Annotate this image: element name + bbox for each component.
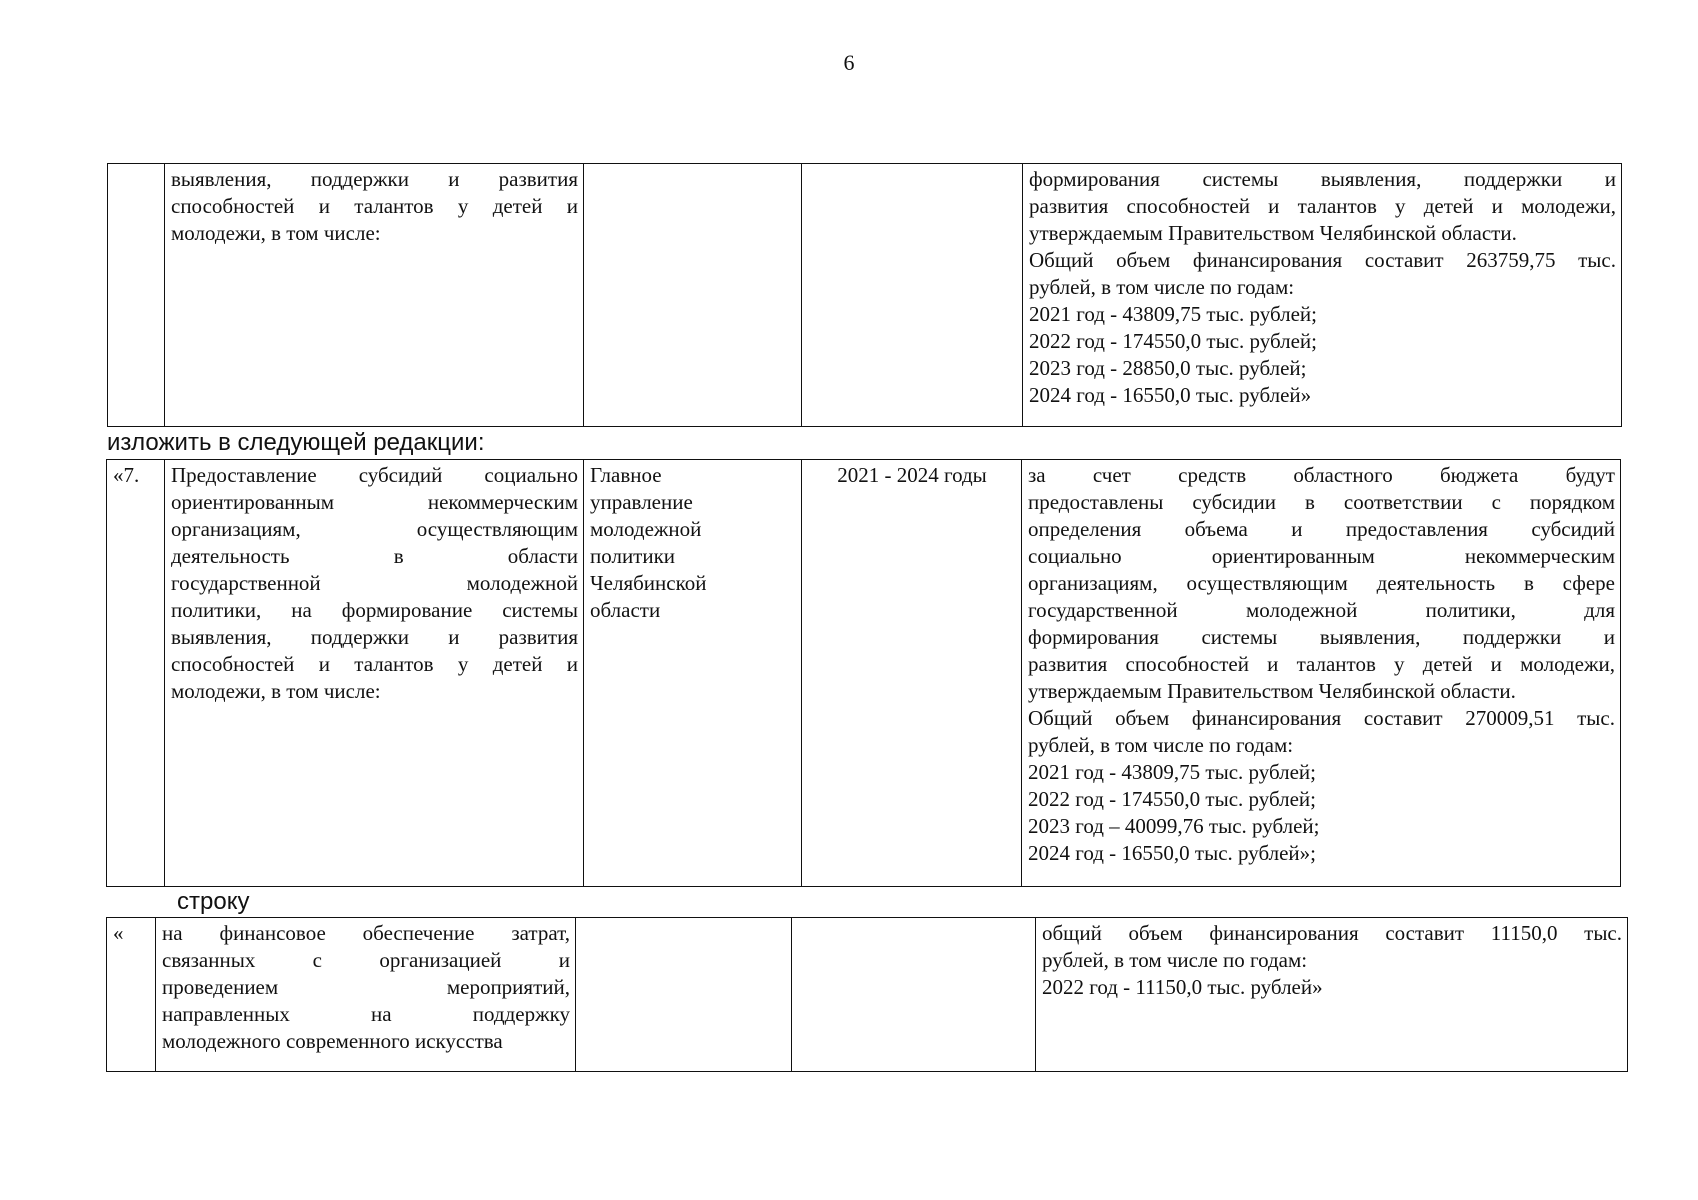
notes-line: формирования системы выявления, поддержки и — [1029, 167, 1616, 191]
page-number: 6 — [843, 50, 855, 75]
description-line: выявления, поддержки и развития — [171, 167, 578, 191]
notes-line: утверждаемым Правительством Челябинской области. — [1029, 221, 1517, 245]
table-added-row — [106, 917, 1628, 1072]
description-line: связанных с организацией и — [162, 948, 570, 972]
notes-line: общий объем финансирования составит 11150,0 тыс. — [1042, 921, 1622, 945]
description-line: ориентированным некоммерческим — [171, 490, 578, 514]
notes-line: 2022 год - 174550,0 тыс. рублей; — [1029, 329, 1318, 353]
notes-cell — [1036, 918, 1628, 1072]
description-line: на финансовое обеспечение затрат, — [162, 921, 570, 945]
executor-cell — [576, 918, 792, 1072]
description-line: Предоставление субсидий социально — [171, 463, 578, 487]
notes-line: 2024 год - 16550,0 тыс. рублей» — [1029, 383, 1312, 407]
notes-line: социально ориентированным некоммерческим — [1028, 544, 1615, 568]
description-line: молодежи, в том числе: — [171, 679, 381, 703]
table-continuation — [107, 163, 1622, 427]
period-cell: 2021 - 2024 годы — [802, 460, 1022, 887]
table-row — [108, 164, 1622, 427]
description-line: направленных на поддержку — [162, 1002, 570, 1026]
notes-line: государственной молодежной политики, для — [1028, 598, 1615, 622]
executor-line: управление — [590, 490, 693, 514]
executor-line: молодежной — [590, 517, 702, 541]
executor-line: области — [590, 598, 661, 622]
description-line: выявления, поддержки и развития — [171, 625, 578, 649]
notes-line: рублей, в том числе по годам: — [1028, 733, 1294, 757]
executor-line: Челябинской — [590, 571, 707, 595]
notes-line: развития способностей и талантов у детей и молодежи, — [1029, 194, 1616, 218]
executor-cell — [584, 460, 802, 887]
notes-line: рублей, в том числе по годам: — [1042, 948, 1308, 972]
row-number-cell: « — [107, 918, 156, 1072]
notes-line: развития способностей и талантов у детей и молодежи, — [1028, 652, 1615, 676]
notes-line: организациям, осуществляющим деятельность в сфере — [1028, 571, 1615, 595]
description-line: молодежного современного искусства — [162, 1029, 503, 1053]
description-cell — [156, 918, 576, 1072]
notes-line: Общий объем финансирования составит 263759,75 тыс. — [1029, 248, 1616, 272]
table-new-wording — [106, 459, 1621, 887]
description-line: способностей и талантов у детей и — [171, 652, 578, 676]
notes-line: 2024 год - 16550,0 тыс. рублей»; — [1028, 841, 1317, 865]
notes-line: 2023 год – 40099,76 тыс. рублей; — [1028, 814, 1320, 838]
description-cell — [165, 164, 584, 427]
description-line: деятельность в области — [171, 544, 578, 568]
notes-line: определения объема и предоставления субсидий — [1028, 517, 1615, 541]
description-line: политики, на формирование системы — [171, 598, 578, 622]
executor-line: Главное — [590, 463, 662, 487]
notes-cell — [1022, 460, 1621, 887]
table-row — [107, 460, 1621, 887]
executor-cell — [584, 164, 802, 427]
executor-line: политики — [590, 544, 676, 568]
notes-line: 2022 год - 174550,0 тыс. рублей; — [1028, 787, 1317, 811]
notes-line: 2022 год - 11150,0 тыс. рублей» — [1042, 975, 1323, 999]
notes-cell — [1023, 164, 1622, 427]
period-cell — [802, 164, 1023, 427]
notes-line: за счет средств областного бюджета будут — [1028, 463, 1615, 487]
notes-line: 2021 год - 43809,75 тыс. рублей; — [1028, 760, 1317, 784]
notes-line: предоставлены субсидии в соответствии с порядком — [1028, 490, 1615, 514]
row-number-cell: «7. — [107, 460, 165, 887]
period-cell — [792, 918, 1036, 1072]
instruction-text: строку — [177, 888, 250, 915]
notes-line: 2023 год - 28850,0 тыс. рублей; — [1029, 356, 1307, 380]
description-line: государственной молодежной — [171, 571, 578, 595]
description-line: молодежи, в том числе: — [171, 221, 381, 245]
table-row — [107, 918, 1628, 1072]
description-line: организациям, осуществляющим — [171, 517, 578, 541]
notes-line: утверждаемым Правительством Челябинской области. — [1028, 679, 1516, 703]
row-number-cell — [108, 164, 165, 427]
notes-line: 2021 год - 43809,75 тыс. рублей; — [1029, 302, 1318, 326]
description-line: проведением мероприятий, — [162, 975, 570, 999]
notes-line: формирования системы выявления, поддержки и — [1028, 625, 1615, 649]
notes-line: рублей, в том числе по годам: — [1029, 275, 1295, 299]
description-cell — [165, 460, 584, 887]
description-line: способностей и талантов у детей и — [171, 194, 578, 218]
instruction-text: изложить в следующей редакции: — [107, 429, 485, 456]
notes-line: Общий объем финансирования составит 270009,51 тыс. — [1028, 706, 1615, 730]
